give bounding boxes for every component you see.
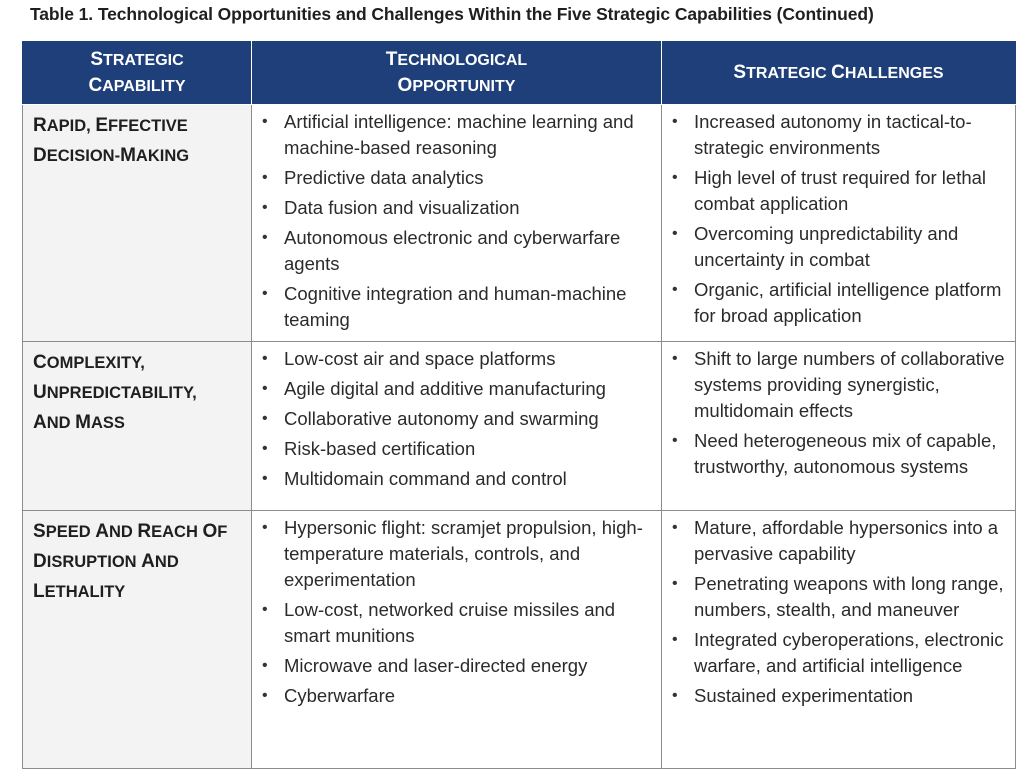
opportunity-cell <box>252 511 662 769</box>
header-capability-line-1: STRATEGIC <box>90 49 184 70</box>
opportunity-item: • Low-cost air and space platforms <box>260 346 653 372</box>
challenge-item: • Increased autonomy in tactical-to-strategic environments <box>670 109 1007 161</box>
capability-label-line <box>33 348 245 378</box>
opportunity-item: • Agile digital and additive manufacturing <box>260 376 653 402</box>
capability-word: AND <box>33 412 71 433</box>
opportunity-list <box>260 515 653 709</box>
capability-word: RAPID, <box>33 115 91 136</box>
capability-word: UNPREDICTABILITY, <box>33 382 197 403</box>
capability-label-line <box>33 577 245 607</box>
opportunity-item: • Collaborative autonomy and swarming <box>260 406 653 432</box>
challenge-cell <box>662 342 1016 511</box>
capability-word: SPEED <box>33 521 91 542</box>
opportunity-cell <box>252 105 662 342</box>
challenge-cell <box>662 105 1016 342</box>
header-opportunity-line-2: OPPORTUNITY <box>397 75 516 96</box>
capability-cell <box>23 511 252 769</box>
capability-cell <box>23 105 252 342</box>
capability-label-line <box>33 141 245 171</box>
opportunity-item: • Risk-based certification <box>260 436 653 462</box>
header-challenges-word-2: CHALLENGES <box>831 62 944 83</box>
challenge-list <box>670 346 1007 480</box>
capability-cell <box>23 342 252 511</box>
capability-word: EFFECTIVE <box>95 115 188 136</box>
header-challenges <box>662 42 1016 105</box>
opportunity-item: • Multidomain command and control <box>260 466 653 492</box>
opportunity-item: • Microwave and laser-directed energy <box>260 653 653 679</box>
opportunity-item: • Low-cost, networked cruise missiles and smart munitions <box>260 597 653 649</box>
capability-word: MAKING <box>120 145 190 166</box>
capabilities-table <box>22 41 1016 769</box>
table-caption: Table 1. Technological Opportunities and Challenges Within the Five Strategic Capabilities (Continued) <box>30 4 874 24</box>
challenge-item: • Organic, artificial intelligence platform for broad application <box>670 277 1007 329</box>
table-row <box>23 105 1016 342</box>
capability-word: DECISION- <box>33 145 121 166</box>
table-row <box>23 342 1016 511</box>
challenge-item: • Overcoming unpredictability and uncertainty in combat <box>670 221 1007 273</box>
challenge-list <box>670 515 1007 709</box>
challenge-cell <box>662 511 1016 769</box>
capability-label-line <box>33 408 245 438</box>
capability-word: AND <box>95 521 133 542</box>
capability-word: MASS <box>75 412 125 433</box>
challenge-item: • Mature, affordable hypersonics into a pervasive capability <box>670 515 1007 567</box>
opportunity-item: • Artificial intelligence: machine learning and machine-based reasoning <box>260 109 653 161</box>
opportunity-list <box>260 109 653 333</box>
challenge-item: • Need heterogeneous mix of capable, trustworthy, autonomous systems <box>670 428 1007 480</box>
challenge-item: • Sustained experimentation <box>670 683 1007 709</box>
capability-label-line <box>33 517 245 547</box>
capability-word: REACH <box>137 521 198 542</box>
table-row <box>23 511 1016 769</box>
opportunity-item: • Predictive data analytics <box>260 165 653 191</box>
header-capability <box>23 42 252 105</box>
capability-label-line <box>33 378 245 408</box>
header-challenges-word-1: STRATEGIC <box>733 62 827 83</box>
challenge-item: • High level of trust required for lethal combat application <box>670 165 1007 217</box>
header-opportunity <box>252 42 662 105</box>
capability-word: AND <box>141 551 179 572</box>
capability-label-line <box>33 547 245 577</box>
opportunity-cell <box>252 342 662 511</box>
opportunity-item: • Hypersonic flight: scramjet propulsion, high-temperature materials, controls, and experimentation <box>260 515 653 593</box>
capability-word: COMPLEXITY, <box>33 352 145 373</box>
challenge-item: • Shift to large numbers of collaborative systems providing synergistic, multidomain effects <box>670 346 1007 424</box>
header-row <box>23 42 1016 105</box>
opportunity-item: • Cyberwarfare <box>260 683 653 709</box>
opportunity-list <box>260 346 653 492</box>
capability-word: LETHALITY <box>33 581 126 602</box>
header-capability-line-2: CAPABILITY <box>88 75 186 96</box>
challenge-list <box>670 109 1007 329</box>
capability-word: DISRUPTION <box>33 551 137 572</box>
challenge-item: • Penetrating weapons with long range, numbers, stealth, and maneuver <box>670 571 1007 623</box>
capability-word: OF <box>202 521 228 542</box>
opportunity-item: • Data fusion and visualization <box>260 195 653 221</box>
opportunity-item: • Autonomous electronic and cyberwarfare agents <box>260 225 653 277</box>
challenge-item: • Integrated cyberoperations, electronic warfare, and artificial intelligence <box>670 627 1007 679</box>
capability-label-line <box>33 111 245 141</box>
opportunity-item: • Cognitive integration and human-machine teaming <box>260 281 653 333</box>
header-opportunity-line-1: TECHNOLOGICAL <box>385 49 528 70</box>
